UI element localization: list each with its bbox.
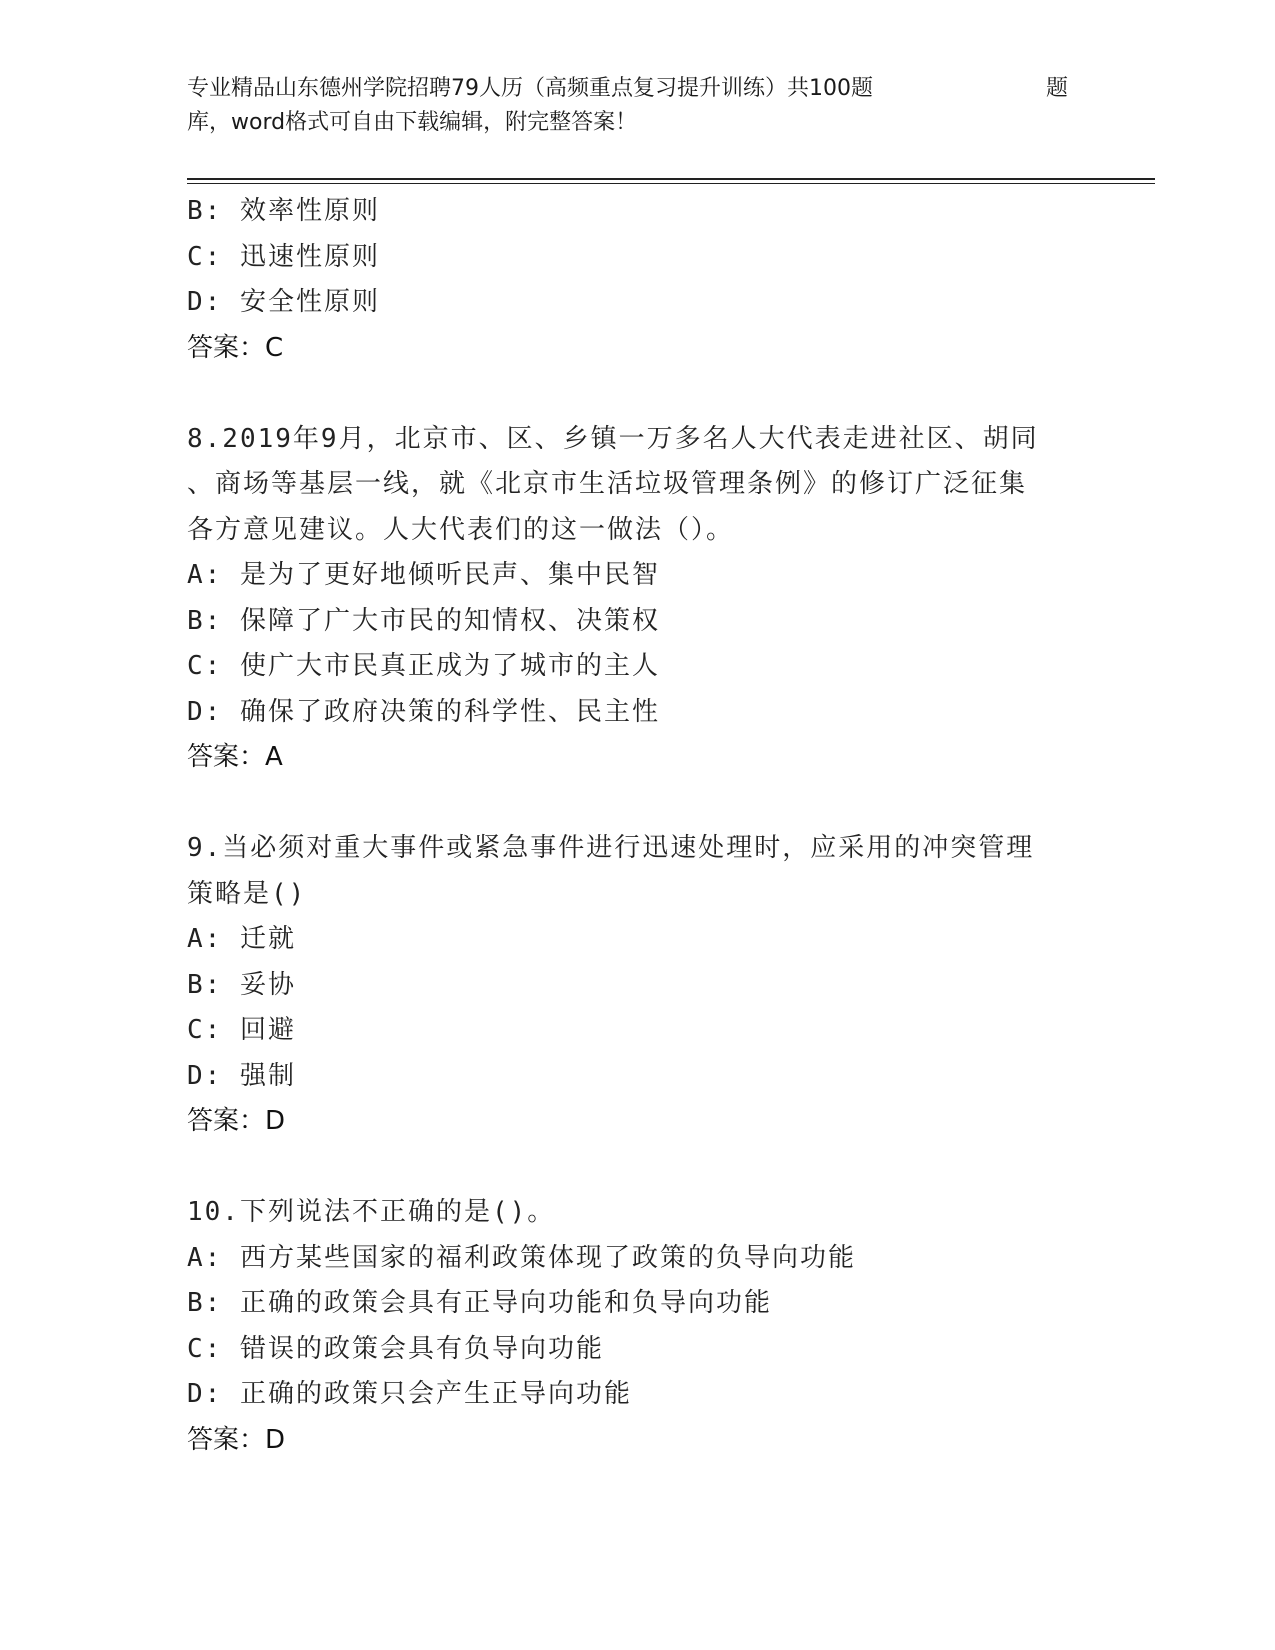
spacer [187,781,1087,827]
option-b: B: 效率性原则 [187,196,380,226]
answer: 答案：C [187,332,284,363]
option-b: B: 妥协 [187,969,296,1000]
document-header [187,72,1067,140]
option-a: A: 是为了更好地倾听民声、集中民智 [187,560,660,590]
option-b: B: 保障了广大市民的知情权、决策权 [187,605,660,636]
option-d: D: 强制 [187,1060,296,1091]
option-d: D: 正确的政策只会产生正导向功能 [187,1379,632,1409]
question-8 [187,417,1087,781]
header-title-line-1: 专业精品山东德州学院招聘79人历（高频重点复习提升训练）共100题 [187,76,873,101]
option-c: C: 回避 [187,1015,296,1045]
answer: 答案：A [187,742,283,772]
header-title-overflow: 题 [1046,76,1069,101]
question-7-tail [187,189,1087,371]
answer: 答案：D [187,1424,286,1455]
option-b: B: 正确的政策会具有正导向功能和负导向功能 [187,1288,772,1318]
option-c: C: 迅速性原则 [187,241,380,272]
header-title-line-2: 库，word格式可自由下载编辑，附完整答案！ [187,110,638,135]
question-stem-line: 8.2019年9月，北京市、区、乡镇一万多名人大代表走进社区、胡同 [187,423,1039,454]
header-divider [187,178,1155,180]
spacer [187,371,1087,417]
question-list [187,189,1087,1463]
option-a: A: 西方某些国家的福利政策体现了政策的负导向功能 [187,1242,856,1273]
spacer [187,1145,1087,1191]
header-divider-thin [187,183,1155,184]
question-stem-line: 9.当必须对重大事件或紧急事件进行迅速处理时，应采用的冲突管理 [187,833,1035,863]
option-d: D: 安全性原则 [187,287,380,317]
answer: 答案：D [187,1106,286,1136]
option-c: C: 使广大市民真正成为了城市的主人 [187,651,660,681]
option-a: A: 迁就 [187,924,296,954]
option-d: D: 确保了政府决策的科学性、民主性 [187,696,660,727]
question-stem-line: 10.下列说法不正确的是()。 [187,1197,556,1227]
question-9 [187,826,1087,1145]
question-stem-line: 策略是() [187,878,307,909]
question-stem-line: 各方意见建议。人大代表们的这一做法（）。 [187,514,735,545]
option-c: C: 错误的政策会具有负导向功能 [187,1333,604,1364]
question-stem-line: 、商场等基层一线，就《北京市生活垃圾管理条例》的修订广泛征集 [187,469,1028,499]
question-10 [187,1190,1087,1463]
